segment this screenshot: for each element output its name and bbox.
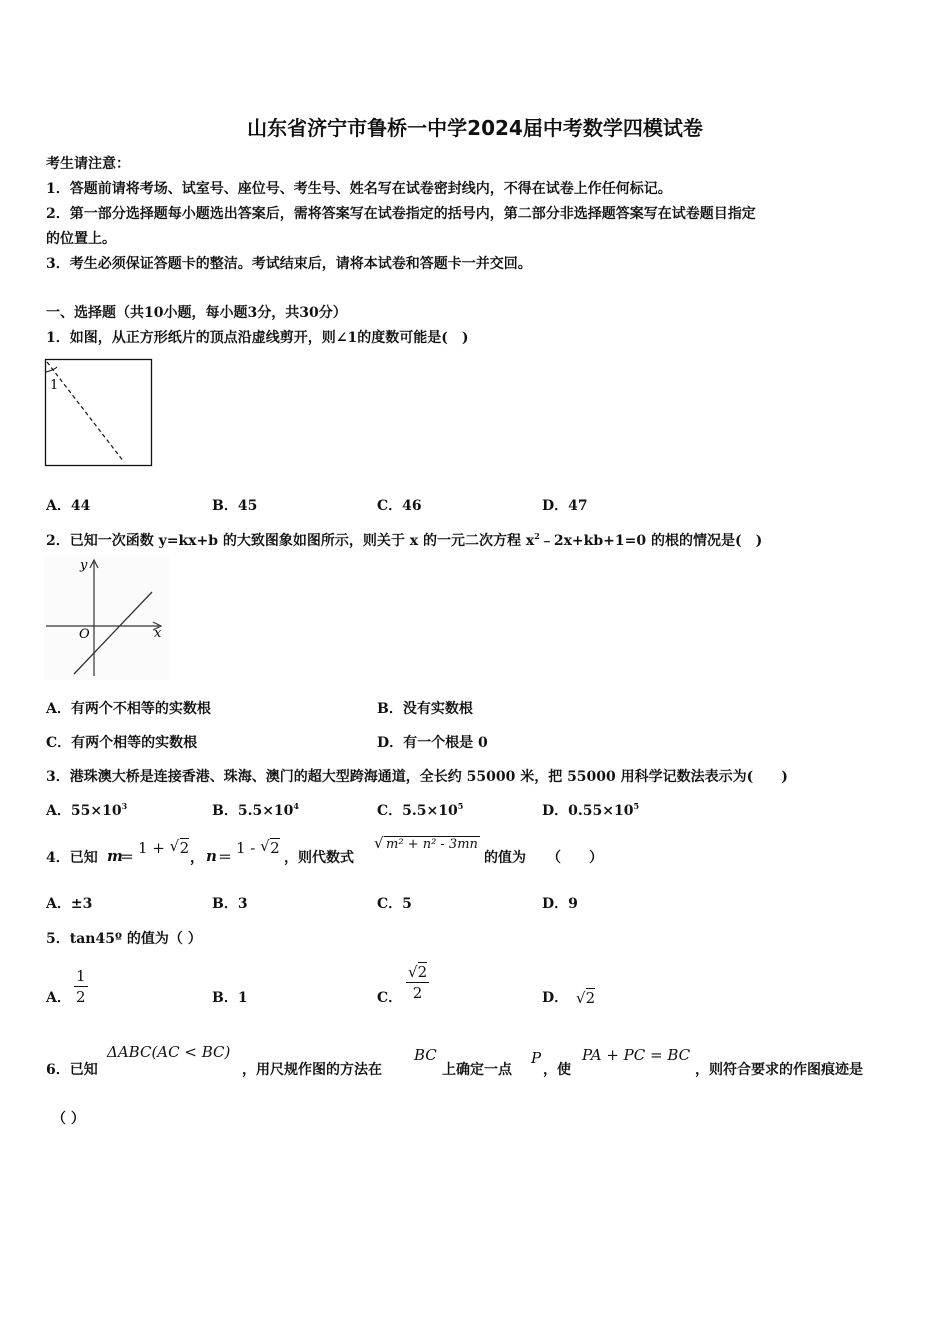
notice-heading: 考生请注意： [46,156,130,172]
q3-stem: 3．港珠澳大桥是连接香港、珠海、澳门的超大型跨海通道，全长约 55000 米，把 55000 用科学记数法表示为( ) [46,769,788,785]
q2-option-c: C．有两个相等的实数根 [46,735,198,751]
q6-triangle: ΔABC(AC < BC) [107,1043,231,1061]
notice-item: 3．考生必须保证答题卡的整洁。考试结束后，请将本试卷和答题卡一并交回。 [46,256,532,272]
q2-stem: 2．已知一次函数 y=kx+b 的大致图象如图所示，则关于 x 的一元二次方程 $x^2﹣2x+kb+1=0$ 的根的情况是( ) [46,531,763,549]
q1-option-a: A．44 [46,498,91,514]
q6-mid3: ，使 [543,1062,571,1078]
q2-y-label: y [80,558,88,573]
q2-option-b: B．没有实数根 [377,701,473,717]
q4-m-value: 1 + √ 2 [138,837,190,857]
q4-option-c: C．5 [377,896,412,912]
q5-option-d-value: √2 [576,989,596,1007]
q4-n: n [206,847,217,865]
q4-prefix: 4．已知 [46,850,98,866]
q1-angle-label: 1 [50,378,59,393]
q4-option-d: D．9 [542,896,578,912]
q6-p: P [531,1049,542,1067]
q4-suffix: ，则代数式 [284,850,354,866]
q4-m: m [107,847,123,865]
q6-equation: PA + PC = BC [582,1046,691,1064]
q1-square [46,360,152,466]
q6-mid1: ，用尺规作图的方法在 [242,1062,382,1078]
q4-eq: ＝ [120,850,134,866]
q2-origin-label: O [79,627,90,642]
q3-option-a: A．$55\times 10^3$ [46,801,128,819]
q2-option-d: D．有一个根是 0 [377,735,488,751]
q4-option-a: A．±3 [46,896,93,912]
q2-x-label: x [154,626,162,641]
q3-option-b: B．$5.5\times 10^4$ [212,801,299,819]
q6-answer-paren: （ ） [52,1111,85,1127]
q4-tail: 的值为 （ ） [484,850,603,866]
q5-option-c-fraction: $\frac{√2}{2}$ [408,963,428,1002]
notice-item: 2．第一部分选择题每小题选出答案后，需将答案写在试卷指定的括号内，第二部分非选择题答案写在试卷题目指定 [46,206,756,222]
q4-comma: ， [190,850,204,866]
q3-option-c: C．$5.5\times 10^5$ [377,801,464,819]
q4-n-value: 1 - √ 2 [236,837,280,857]
notice-item: 1．答题前请将考场、试室号、座位号、考生号、姓名写在试卷密封线内，不得在试卷上作任何标记。 [46,181,672,197]
q2-option-a: A．有两个不相等的实数根 [46,701,211,717]
q6-mid2: 上确定一点 [442,1062,512,1078]
q1-option-b: B．45 [212,498,258,514]
q5-stem: 5．tan45º 的值为（ ） [46,931,202,947]
q2-graph-figure [44,556,169,680]
q1-option-c: C．46 [377,498,422,514]
q1-cut-line [47,362,124,462]
page-title: 山东省济宁市鲁桥一中学2024届中考数学四模试卷 [247,116,703,140]
q5-option-c-label: C． [377,990,403,1006]
q1-option-d: D．47 [542,498,588,514]
q4-eq-n: ＝ [218,850,232,866]
q4-expression: √ m² + n² - 3mn [374,834,478,852]
q5-option-d-label: D． [542,990,569,1006]
notice-item: 的位置上。 [46,231,116,247]
q6-bc: BC [414,1046,437,1064]
q6-prefix: 6．已知 [46,1062,98,1078]
q1-square-figure [44,358,154,468]
q3-option-d: D．$0.55\times 10^5$ [542,801,640,819]
q5-option-a-label: A． [46,990,71,1006]
q1-stem: 1．如图，从正方形纸片的顶点沿虚线剪开，则∠1的度数可能是( ) [46,330,469,346]
q4-option-b: B．3 [212,896,248,912]
section-heading: 一、选择题（共10小题，每小题3分，共30分） [46,305,347,321]
q6-tail: ，则符合要求的作图痕迹是 [695,1062,863,1078]
q5-option-a-fraction: $\frac{1}{2}$ [76,967,86,1006]
q5-option-b: B．1 [212,990,248,1006]
